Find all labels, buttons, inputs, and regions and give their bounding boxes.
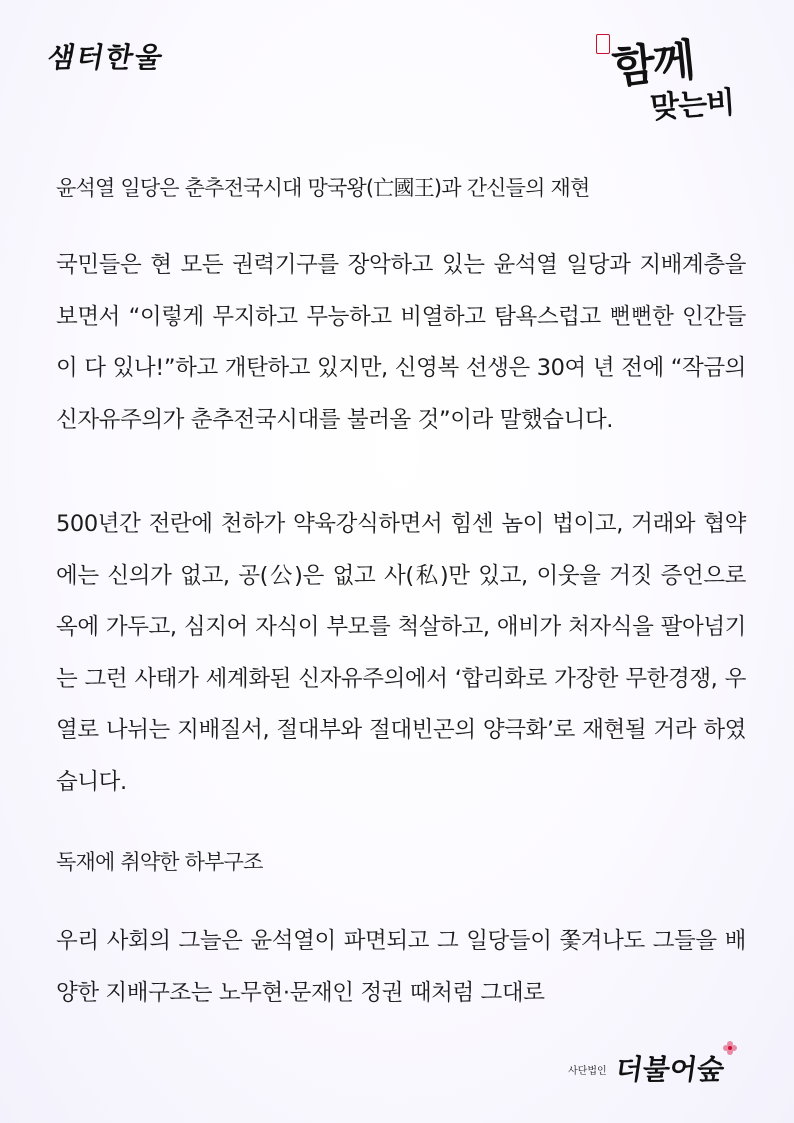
footer-org-name: 더불어숲 bbox=[613, 1053, 727, 1086]
logo-samteo-hanul: 샘터한울 bbox=[44, 41, 167, 74]
logo-hamkke-matneunbi bbox=[584, 28, 754, 138]
seal-icon bbox=[596, 34, 610, 54]
paragraph-1: 국민들은 현 모든 권력기구를 장악하고 있는 윤석열 일당과 지배계층을 보면서 “이렇게 무지하고 무능하고 비열하고 탐욕스럽고 뻔뻔한 인간들이 다 있나!”하고 개탄하고 있지만, 신영복 선생은 30여 년 전에 “작금의 신자유주의가 춘추전국시대를 불러올 것”이라 말했습니다. bbox=[56, 252, 746, 433]
section-heading: 독재에 취약한 하부구조 bbox=[56, 850, 263, 874]
paragraph-2: 500년간 전란에 천하가 약육강식하면서 힘센 놈이 법이고, 거래와 협약에는 신의가 없고, 공(公)은 없고 사(私)만 있고, 이웃을 거짓 증언으로 옥에 가두고, 심지어 자식이 부모를 척살하고, 애비가 처자식을 팔아넘기는 그런 사태가 세계화된 신자유주의에서 ‘합리화로 가장한 무한경쟁, 우열로 나뉘는 지배질서, 절대부와 절대빈곤의 양극화’로 재현될 거라 하였습니다. bbox=[56, 511, 746, 795]
footer-org-prefix: 사단법인 bbox=[568, 1066, 607, 1077]
footer-logo bbox=[558, 1040, 748, 1090]
flower-icon bbox=[722, 1040, 738, 1056]
logo-line1: 함께 bbox=[610, 34, 696, 95]
logo-line2: 맞는비 bbox=[649, 85, 736, 126]
article-title: 윤석열 일당은 춘추전국시대 망국왕(亡國王)과 간신들의 재현 bbox=[56, 176, 590, 200]
paragraph-3: 우리 사회의 그늘은 윤석열이 파면되고 그 일당들이 쫓겨나도 그들을 배양한 지배구조는 노무현·문재인 정권 때처럼 그대로 bbox=[56, 928, 746, 1006]
